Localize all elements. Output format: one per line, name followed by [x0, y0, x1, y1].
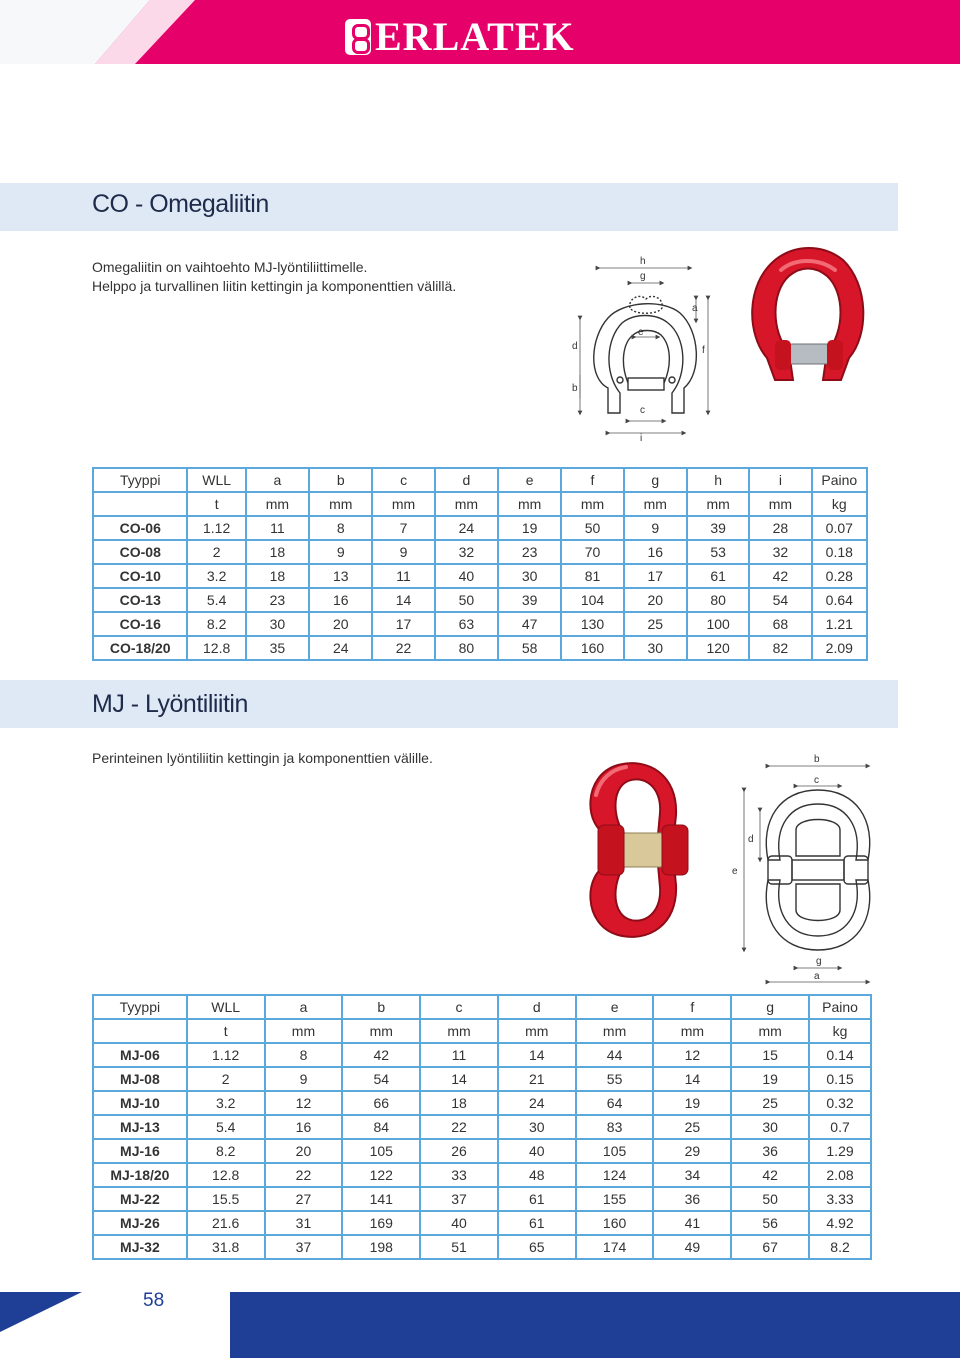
value-cell: 36 [653, 1187, 731, 1211]
co-dim-h: h [640, 256, 646, 267]
value-cell: 39 [687, 516, 749, 540]
table-row [93, 1043, 871, 1067]
table-row [93, 1163, 871, 1187]
value-cell: 29 [653, 1139, 731, 1163]
header-cell: c [420, 995, 498, 1019]
unit-cell [93, 492, 187, 516]
value-cell: 174 [576, 1235, 654, 1259]
header-cell: f [653, 995, 731, 1019]
value-cell: 23 [498, 540, 561, 564]
table-unit-row [93, 492, 867, 516]
value-cell: 33 [420, 1163, 498, 1187]
value-cell: 27 [265, 1187, 343, 1211]
table-header-row [93, 468, 867, 492]
value-cell: 66 [342, 1091, 420, 1115]
header-cell: Tyyppi [93, 468, 187, 492]
type-code-cell: MJ-22 [93, 1187, 187, 1211]
mj-dim-c: c [814, 775, 819, 786]
value-cell: 81 [561, 564, 623, 588]
value-cell: 155 [576, 1187, 654, 1211]
value-cell: 22 [265, 1163, 343, 1187]
value-cell: 0.14 [809, 1043, 871, 1067]
value-cell: 30 [498, 1115, 576, 1139]
mj-dim-g: g [816, 956, 822, 967]
co-dim-f: f [702, 345, 705, 356]
type-code-cell: MJ-13 [93, 1115, 187, 1139]
value-cell: 12 [653, 1043, 731, 1067]
value-cell: 26 [420, 1139, 498, 1163]
value-cell: 16 [265, 1115, 343, 1139]
value-cell: 0.07 [812, 516, 867, 540]
value-cell: 67 [731, 1235, 809, 1259]
header-cell: Paino [809, 995, 871, 1019]
unit-cell: mm [731, 1019, 809, 1043]
value-cell: 55 [576, 1067, 654, 1091]
value-cell: 11 [372, 564, 434, 588]
value-cell: 2 [187, 1067, 265, 1091]
unit-cell: mm [265, 1019, 343, 1043]
value-cell: 28 [749, 516, 811, 540]
value-cell: 42 [342, 1043, 420, 1067]
value-cell: 2.09 [812, 636, 867, 660]
value-cell: 15.5 [187, 1187, 265, 1211]
value-cell: 34 [653, 1163, 731, 1187]
value-cell: 64 [576, 1091, 654, 1115]
table-header-row [93, 995, 871, 1019]
table-row [93, 588, 867, 612]
unit-cell: mm [561, 492, 623, 516]
unit-cell: t [187, 492, 245, 516]
value-cell: 58 [498, 636, 561, 660]
value-cell: 2 [187, 540, 245, 564]
value-cell: 36 [731, 1139, 809, 1163]
table-row [93, 612, 867, 636]
value-cell: 30 [624, 636, 687, 660]
mj-section-title: MJ - Lyöntiliitin [92, 690, 248, 718]
table-unit-row [93, 1019, 871, 1043]
value-cell: 13 [309, 564, 372, 588]
unit-cell: mm [498, 1019, 576, 1043]
table-row [93, 1235, 871, 1259]
unit-cell: mm [653, 1019, 731, 1043]
table-row [93, 1139, 871, 1163]
header-cell: g [624, 468, 687, 492]
co-dim-d: d [572, 341, 578, 352]
unit-cell: mm [246, 492, 309, 516]
value-cell: 40 [420, 1211, 498, 1235]
value-cell: 61 [498, 1211, 576, 1235]
value-cell: 32 [435, 540, 498, 564]
type-code-cell: CO-16 [93, 612, 187, 636]
value-cell: 44 [576, 1043, 654, 1067]
value-cell: 0.18 [812, 540, 867, 564]
header-white-notch [0, 0, 210, 64]
value-cell: 104 [561, 588, 623, 612]
co-dim-e: e [638, 327, 644, 338]
value-cell: 35 [246, 636, 309, 660]
value-cell: 105 [342, 1139, 420, 1163]
value-cell: 37 [420, 1187, 498, 1211]
co-dim-g: g [640, 271, 646, 282]
type-code-cell: CO-18/20 [93, 636, 187, 660]
value-cell: 8.2 [809, 1235, 871, 1259]
value-cell: 9 [372, 540, 434, 564]
value-cell: 84 [342, 1115, 420, 1139]
value-cell: 24 [309, 636, 372, 660]
mj-description: Perinteinen lyöntiliitin kettingin ja komponenttien välille. [92, 750, 433, 766]
value-cell: 9 [309, 540, 372, 564]
value-cell: 56 [731, 1211, 809, 1235]
value-cell: 48 [498, 1163, 576, 1187]
value-cell: 12.8 [187, 636, 245, 660]
header-cell: d [435, 468, 498, 492]
value-cell: 0.15 [809, 1067, 871, 1091]
value-cell: 169 [342, 1211, 420, 1235]
co-product-photo [745, 240, 870, 390]
value-cell: 80 [435, 636, 498, 660]
header-cell: e [498, 468, 561, 492]
page-number: 58 [143, 1290, 165, 1311]
type-code-cell: CO-08 [93, 540, 187, 564]
co-technical-drawing [568, 253, 728, 443]
value-cell: 83 [576, 1115, 654, 1139]
value-cell: 19 [731, 1067, 809, 1091]
co-dim-b: b [572, 383, 578, 394]
unit-cell: mm [687, 492, 749, 516]
value-cell: 65 [498, 1235, 576, 1259]
value-cell: 1.29 [809, 1139, 871, 1163]
unit-cell: kg [812, 492, 867, 516]
mj-spec-table [92, 994, 872, 1260]
value-cell: 120 [687, 636, 749, 660]
table-row [93, 1115, 871, 1139]
table-row [93, 564, 867, 588]
value-cell: 18 [420, 1091, 498, 1115]
co-section-title: CO - Omegaliitin [92, 190, 269, 218]
value-cell: 82 [749, 636, 811, 660]
value-cell: 124 [576, 1163, 654, 1187]
type-code-cell: MJ-32 [93, 1235, 187, 1259]
header-cell: d [498, 995, 576, 1019]
co-description-line-1: Omegaliitin on vaihtoehto MJ-lyöntiliittimelle. [92, 259, 368, 275]
value-cell: 42 [731, 1163, 809, 1187]
header-cell: f [561, 468, 623, 492]
header-cell: WLL [187, 995, 265, 1019]
header-cell: h [687, 468, 749, 492]
value-cell: 18 [246, 540, 309, 564]
value-cell: 49 [653, 1235, 731, 1259]
value-cell: 12 [265, 1091, 343, 1115]
value-cell: 1.12 [187, 516, 245, 540]
value-cell: 198 [342, 1235, 420, 1259]
type-code-cell: MJ-08 [93, 1067, 187, 1091]
value-cell: 1.12 [187, 1043, 265, 1067]
header-cell: b [342, 995, 420, 1019]
value-cell: 30 [498, 564, 561, 588]
value-cell: 12.8 [187, 1163, 265, 1187]
header-cell: WLL [187, 468, 245, 492]
value-cell: 24 [498, 1091, 576, 1115]
value-cell: 18 [246, 564, 309, 588]
table-row [93, 1067, 871, 1091]
value-cell: 51 [420, 1235, 498, 1259]
table-row [93, 1091, 871, 1115]
value-cell: 16 [309, 588, 372, 612]
co-description [92, 258, 456, 296]
value-cell: 40 [498, 1139, 576, 1163]
value-cell: 1.21 [812, 612, 867, 636]
value-cell: 21.6 [187, 1211, 265, 1235]
value-cell: 41 [653, 1211, 731, 1235]
value-cell: 22 [372, 636, 434, 660]
co-description-line-2: Helppo ja turvallinen liitin kettingin ja komponenttien välillä. [92, 278, 457, 294]
co-dim-i: i [640, 433, 643, 443]
value-cell: 47 [498, 612, 561, 636]
type-code-cell: MJ-10 [93, 1091, 187, 1115]
value-cell: 50 [731, 1187, 809, 1211]
value-cell: 42 [749, 564, 811, 588]
value-cell: 17 [624, 564, 687, 588]
header-cell: Paino [812, 468, 867, 492]
value-cell: 130 [561, 612, 623, 636]
value-cell: 3.2 [187, 1091, 265, 1115]
mj-product-photo [578, 755, 713, 945]
value-cell: 20 [309, 612, 372, 636]
value-cell: 23 [246, 588, 309, 612]
value-cell: 25 [653, 1115, 731, 1139]
type-code-cell: MJ-06 [93, 1043, 187, 1067]
value-cell: 53 [687, 540, 749, 564]
header-cell: a [246, 468, 309, 492]
unit-cell: mm [498, 492, 561, 516]
value-cell: 8.2 [187, 1139, 265, 1163]
value-cell: 20 [624, 588, 687, 612]
unit-cell: mm [576, 1019, 654, 1043]
value-cell: 17 [372, 612, 434, 636]
table-row [93, 516, 867, 540]
value-cell: 2.08 [809, 1163, 871, 1187]
type-code-cell: MJ-26 [93, 1211, 187, 1235]
unit-cell: mm [435, 492, 498, 516]
value-cell: 37 [265, 1235, 343, 1259]
mj-dim-b: b [814, 754, 820, 765]
table-row [93, 1211, 871, 1235]
footer-white-notch [0, 1292, 240, 1358]
unit-cell: mm [372, 492, 434, 516]
value-cell: 31.8 [187, 1235, 265, 1259]
header-cell: Tyyppi [93, 995, 187, 1019]
value-cell: 5.4 [187, 1115, 265, 1139]
value-cell: 24 [435, 516, 498, 540]
value-cell: 141 [342, 1187, 420, 1211]
value-cell: 122 [342, 1163, 420, 1187]
header-bar [0, 0, 960, 64]
type-code-cell: MJ-18/20 [93, 1163, 187, 1187]
unit-cell [93, 1019, 187, 1043]
mj-dim-a: a [814, 971, 820, 982]
header-cell: a [265, 995, 343, 1019]
value-cell: 11 [420, 1043, 498, 1067]
value-cell: 25 [731, 1091, 809, 1115]
value-cell: 14 [372, 588, 434, 612]
unit-cell: mm [749, 492, 811, 516]
type-code-cell: CO-10 [93, 564, 187, 588]
value-cell: 100 [687, 612, 749, 636]
value-cell: 31 [265, 1211, 343, 1235]
value-cell: 63 [435, 612, 498, 636]
value-cell: 7 [372, 516, 434, 540]
value-cell: 54 [749, 588, 811, 612]
value-cell: 0.32 [809, 1091, 871, 1115]
table-row [93, 636, 867, 660]
unit-cell: mm [624, 492, 687, 516]
header-cell: e [576, 995, 654, 1019]
value-cell: 50 [561, 516, 623, 540]
table-row [93, 540, 867, 564]
value-cell: 30 [246, 612, 309, 636]
value-cell: 0.7 [809, 1115, 871, 1139]
value-cell: 70 [561, 540, 623, 564]
mj-dim-e: e [732, 866, 738, 877]
value-cell: 8.2 [187, 612, 245, 636]
table-row [93, 1187, 871, 1211]
value-cell: 11 [246, 516, 309, 540]
mj-dim-d: d [748, 834, 754, 845]
value-cell: 61 [498, 1187, 576, 1211]
co-dim-a: a [692, 303, 698, 314]
value-cell: 61 [687, 564, 749, 588]
value-cell: 20 [265, 1139, 343, 1163]
value-cell: 3.2 [187, 564, 245, 588]
value-cell: 5.4 [187, 588, 245, 612]
value-cell: 68 [749, 612, 811, 636]
chain-link-icon [345, 19, 371, 55]
header-cell: i [749, 468, 811, 492]
unit-cell: t [187, 1019, 265, 1043]
value-cell: 160 [561, 636, 623, 660]
value-cell: 0.64 [812, 588, 867, 612]
co-spec-table [92, 467, 868, 661]
unit-cell: kg [809, 1019, 871, 1043]
value-cell: 14 [653, 1067, 731, 1091]
value-cell: 8 [309, 516, 372, 540]
value-cell: 16 [624, 540, 687, 564]
value-cell: 15 [731, 1043, 809, 1067]
unit-cell: mm [309, 492, 372, 516]
value-cell: 39 [498, 588, 561, 612]
value-cell: 40 [435, 564, 498, 588]
value-cell: 22 [420, 1115, 498, 1139]
value-cell: 14 [498, 1043, 576, 1067]
value-cell: 19 [653, 1091, 731, 1115]
value-cell: 14 [420, 1067, 498, 1091]
value-cell: 19 [498, 516, 561, 540]
value-cell: 25 [624, 612, 687, 636]
value-cell: 21 [498, 1067, 576, 1091]
unit-cell: mm [420, 1019, 498, 1043]
header-cell: b [309, 468, 372, 492]
type-code-cell: CO-06 [93, 516, 187, 540]
brand-name: ERLATEK [375, 14, 575, 59]
value-cell: 0.28 [812, 564, 867, 588]
header-cell: g [731, 995, 809, 1019]
value-cell: 30 [731, 1115, 809, 1139]
brand-logo [345, 14, 575, 59]
co-dim-c: c [640, 405, 645, 416]
value-cell: 3.33 [809, 1187, 871, 1211]
value-cell: 105 [576, 1139, 654, 1163]
value-cell: 9 [265, 1067, 343, 1091]
header-cell: c [372, 468, 434, 492]
value-cell: 9 [624, 516, 687, 540]
type-code-cell: CO-13 [93, 588, 187, 612]
value-cell: 50 [435, 588, 498, 612]
value-cell: 54 [342, 1067, 420, 1091]
unit-cell: mm [342, 1019, 420, 1043]
value-cell: 80 [687, 588, 749, 612]
value-cell: 32 [749, 540, 811, 564]
type-code-cell: MJ-16 [93, 1139, 187, 1163]
mj-technical-drawing [730, 750, 878, 985]
value-cell: 160 [576, 1211, 654, 1235]
value-cell: 8 [265, 1043, 343, 1067]
value-cell: 4.92 [809, 1211, 871, 1235]
